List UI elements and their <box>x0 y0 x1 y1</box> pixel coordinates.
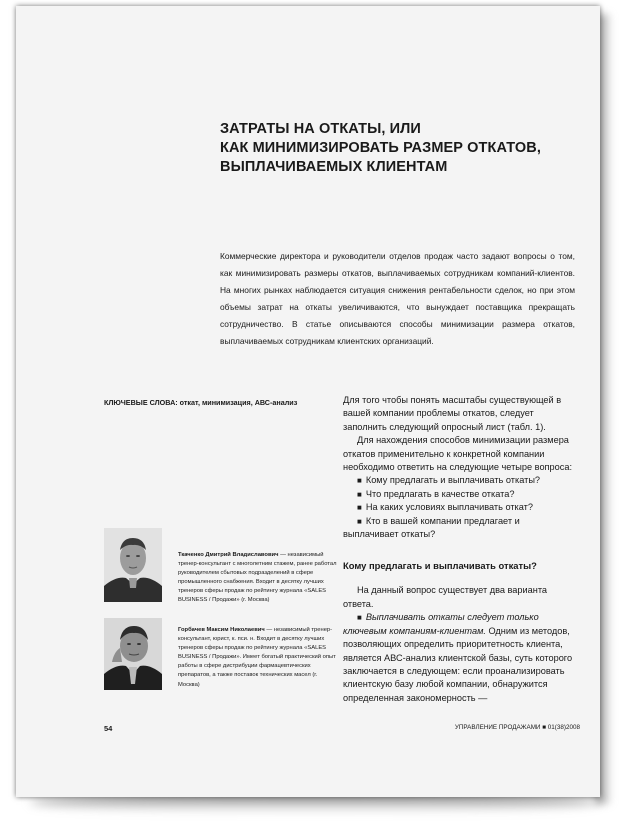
keywords-line <box>104 398 329 407</box>
body-paragraph-3: На данный вопрос существует два варианта ответа. <box>343 585 548 609</box>
body-paragraph-2: Для нахождения способов минимизации размера откатов применительно к конкретной компании необходимо ответить на следующие четыре вопроса: <box>343 435 573 473</box>
author-name-tkachenko: Ткаченко Дмитрий Владиславович <box>178 552 279 558</box>
author-text-gorbachev: — независимый тренер-консультант, юрист, к. пси. н. Входит в десятку лучших тренеров сферы продаж по рейтингу журнала «SALES BUSINESS / Продажи». Имеет богатый практический опыт работы в сфере дистрибуции фармацевтических препаратов, а также поставок технических масел (г. Москва) <box>178 627 336 688</box>
question-item-1 <box>343 474 573 487</box>
author-name-gorbachev: Горбачев Максим Николаевич <box>178 627 265 633</box>
author-bio-gorbachev <box>178 626 340 690</box>
issue-number: 01(38)2008 <box>547 724 580 731</box>
question-item-4 <box>343 515 573 542</box>
bullet-square-icon: ■ <box>357 613 362 623</box>
author-text-tkachenko: — независимый тренер-консультант с многолетним стажем, ранее работал руководителем сбытовых подразделений в сфере промышленного снабжения. Входит в десятку лучших тренеров сферы продаж по рейтингу журнала «SALES BUSINESS / Продажи» (г. Москва) <box>178 552 337 604</box>
article-lead: Коммерческие директора и руководители отделов продаж часто задают вопросы о том, как минимизировать размеры откатов, выплачиваемых сотрудникам компаний-клиентов. На многих рынках наблюдается ситуация снижения рентабельности сделок, но при этом объемы затрат на откаты увеличиваются, что вынуждает поставщика прекращать сотрудничество. В статье описываются способы минимизации размера откатов, выплачиваемых сотрудникам клиентских организаций. <box>220 251 575 346</box>
journal-footer <box>420 724 580 731</box>
question-text-2: Что предлагать в качестве отката? <box>365 488 515 499</box>
article-title: ЗАТРАТЫ НА ОТКАТЫ, ИЛИ КАК МИНИМИЗИРОВАТЬ РАЗМЕР ОТКАТОВ, ВЫПЛАЧИВАЕМЫХ КЛИЕНТАМ <box>220 121 541 175</box>
question-text-3: На каких условиях выплачивать откат? <box>365 502 534 513</box>
question-item-3 <box>343 501 573 514</box>
body-column <box>343 394 573 705</box>
page-number: 54 <box>104 724 113 733</box>
bullet-square-icon: ■ <box>357 503 362 513</box>
author-photo-tkachenko <box>104 528 168 602</box>
author-photo-gorbachev <box>104 618 168 690</box>
body-paragraph-1: Для того чтобы понять масштабы существующей в вашей компании проблемы откатов, следует заполнить следующий опросный лист (табл. 1). <box>343 395 562 432</box>
journal-name: УПРАВЛЕНИЕ ПРОДАЖАМИ <box>454 724 541 731</box>
bullet-square-icon: ■ <box>357 489 362 499</box>
paragraph-4-italic: Выплачивать откаты следует только ключевым компаниям-клиентам. <box>343 612 539 636</box>
question-text-4: Кто в вашей компании предлагает и выплачивает откаты? <box>343 515 520 540</box>
paragraph-4-rest: Одним из методов, позволяющих определить приоритетность клиента, является АВС-анализ клиентской базы, суть которого заключается в следующем: если проанализировать клиентскую базу любой компании, обнаружится определенная закономерность — <box>343 625 573 703</box>
keywords-value: откат, минимизация, АВС-анализ <box>179 398 298 407</box>
question-item-2 <box>343 488 573 501</box>
section-heading: Кому предлагать и выплачивать откаты? <box>343 560 537 572</box>
bullet-square-icon: ■ <box>357 516 362 526</box>
footer-square-icon: ■ <box>542 724 547 731</box>
question-text-1: Кому предлагать и выплачивать откаты? <box>365 475 541 486</box>
keywords-label: КЛЮЧЕВЫЕ СЛОВА: <box>104 398 178 407</box>
bullet-square-icon: ■ <box>357 476 362 486</box>
author-bio-tkachenko <box>178 551 340 606</box>
body-paragraph-4 <box>343 611 573 705</box>
